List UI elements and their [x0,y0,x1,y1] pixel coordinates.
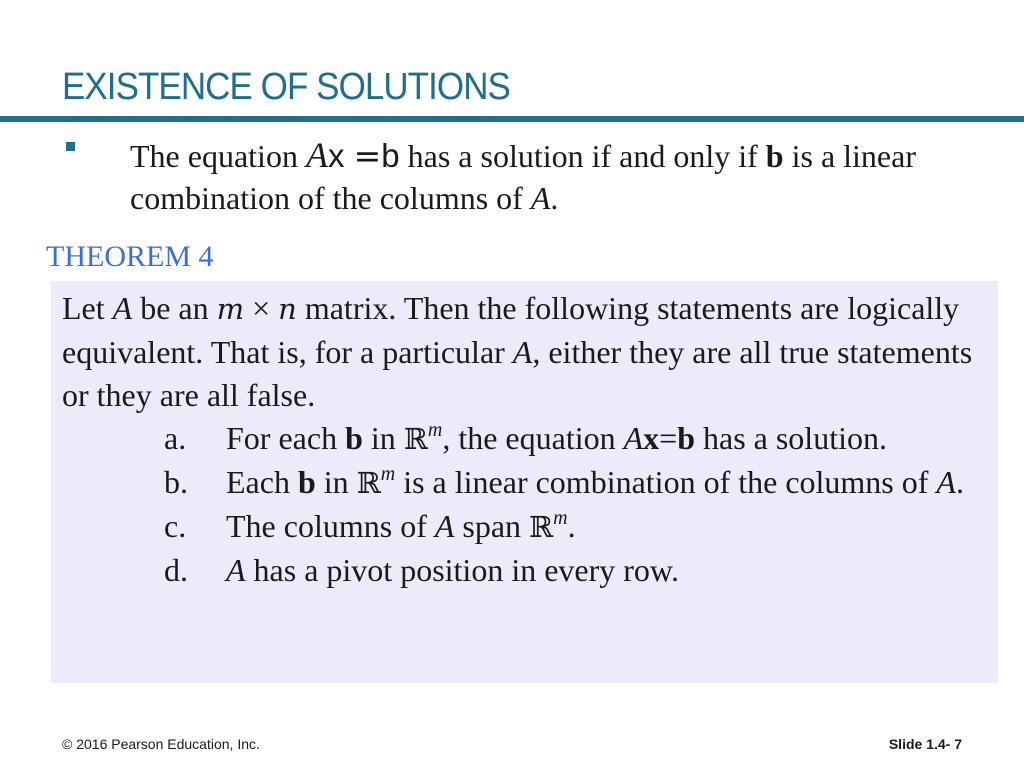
math-A: A [305,135,328,175]
math-equals: = [353,136,382,175]
footer-copyright: © 2016 Pearson Education, Inc. [62,736,260,752]
math-equals: = [659,420,678,456]
text-run: Each [226,464,298,500]
math-x: x [327,137,354,174]
title-divider [0,116,1024,122]
bold-b: b [297,464,316,500]
theorem-box [51,281,998,683]
math-n: n [278,292,297,326]
statement-c [62,505,988,549]
math-times: × [244,290,279,326]
math-b: b [381,137,400,174]
bold-x: x [643,420,660,456]
square-bullet-icon [66,142,75,151]
text-run: in [362,420,404,456]
text-run: . [955,464,964,500]
text-run: , the equation [442,420,624,456]
bold-b: b [677,420,695,456]
statement-letter: d. [164,552,188,588]
math-sup-m: m [380,463,396,485]
math-m: m [216,292,245,326]
italic-A: A [226,552,246,588]
text-run: . [567,508,576,544]
footer-slide-number: Slide 1.4- 7 [888,736,962,752]
statement-letter: b. [164,464,188,500]
statement-a [62,417,988,461]
text-run: For each [226,420,346,456]
text-run: has a solution. [694,420,887,456]
statement-letter: a. [164,420,187,456]
math-R: ℝ [403,422,428,456]
math-sup-m: m [427,419,443,441]
statement-letter: c. [164,508,187,544]
text-run: Let [62,290,113,326]
math-R: ℝ [529,510,554,544]
text-run: be an [132,290,217,326]
text-run: is a linear combination of the columns of [130,138,916,216]
math-R: ℝ [356,466,381,500]
text-run: The equation [130,138,306,174]
statement-text [226,505,988,549]
text-run: is a linear combination of the columns of [395,464,937,500]
italic-A: A [530,180,551,216]
italic-A: A [512,334,533,370]
statement-d [62,549,988,592]
bold-b: b [765,138,784,174]
italic-A: A [112,290,133,326]
italic-A: A [623,420,644,456]
text-run: has a solution if and only if [399,138,766,174]
bullet-text [130,134,990,219]
italic-A: A [434,508,455,544]
italic-A: A [936,464,956,500]
math-sup-m: m [553,507,568,529]
text-run: . [550,180,559,216]
text-run: matrix. Then the following statements are logically equivalent. That is, for a particular [62,290,960,370]
statement-b [62,461,988,505]
slide-title: EXISTENCE OF SOLUTIONS [62,66,510,108]
bold-b: b [345,420,363,456]
text-run: span [454,508,530,544]
statement-text [226,549,988,592]
text-run: The columns of [226,508,435,544]
theorem-label: THEOREM 4 [46,240,214,273]
text-run: , either they are all true statements or they are all false. [62,334,973,413]
theorem-intro [62,287,988,417]
statement-text [226,461,988,505]
text-run: in [315,464,357,500]
text-run: has a pivot position in every row. [245,552,679,588]
statement-text [226,417,988,461]
